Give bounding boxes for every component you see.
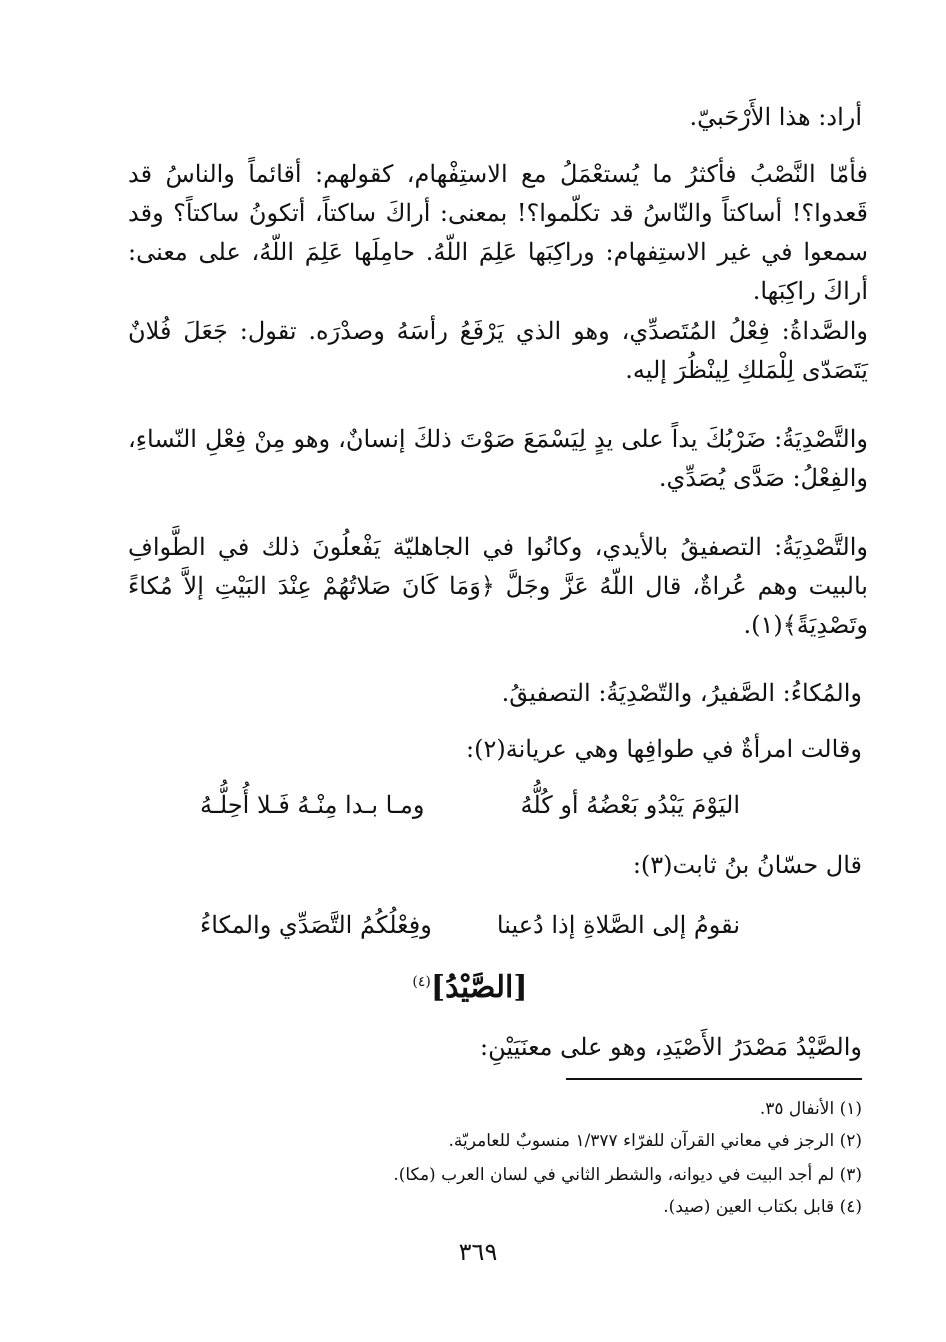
- paragraph-nasb: فأمّا النَّصْبُ فأكثرُ ما يُستعْمَلُ مع الاستِفْهام، كقولهم: أقائماً والناسُ قد قَعدوا؟! أساكتاً والنّاسُ قد تكلّموا؟! بمعنى: أراكَ ساكتاً، أتكونُ ساكتاً؟ وقد سمعوا في غير الاستِفهام: وراكِبَها عَلِمَ اللّهُ. حامِلَها عَلِمَ اللّهُ، على معنى: أراكَ راكِبَها.: [128, 160, 868, 305]
- verse-2: [200, 906, 740, 945]
- paragraph-arad: أراد: هذا الأَرْحَبيّ.: [689, 103, 862, 131]
- verse-2-second-hemistich: وفِعْلُكُمُ التَّصَدِّي والمكاءُ: [200, 911, 432, 939]
- section-heading-footnote-ref: (٤): [412, 974, 431, 990]
- footnote-3: (٣) لم أجد البيت في ديوانه، والشطر الثاني في لسان العرب (مكا).: [393, 1165, 862, 1185]
- footnote-separator: [566, 1078, 862, 1080]
- paragraph-sayd: والصَّيْدُ مَصْدَرُ الأَصْيَدِ، وهو على معنَيَيْنِ:: [480, 1033, 862, 1061]
- page-number: ٣٦٩: [458, 1238, 498, 1266]
- verse-2-first-hemistich: نقومُ إلى الصَّلاةِ إذا دُعينا: [496, 911, 740, 939]
- footnote-2: (٢) الرجز في معاني القرآن للفرّاء ١/٣٧٧ منسوبٌ للعامريّة.: [448, 1131, 862, 1151]
- verse-1-second-hemistich: ومـا بـدا مِنْـهُ فَـلا أُحِلُّـهُ: [200, 791, 425, 819]
- section-heading-title: [الصَّيْدُ]: [430, 970, 528, 1005]
- footnote-1: (١) الأنفال ٣٥.: [759, 1099, 862, 1119]
- paragraph-sadah: والصَّداةُ: فِعْلُ المُتَصدِّي، وهو الذي يَرْفَعُ رأسَهُ وصدْرَه. تقول: جَعَلَ فُلانٌ يَتَصَدّى لِلْمَلكِ لِينْظُرَ إليه.: [128, 317, 868, 384]
- verse-1-first-hemistich: اليَوْمَ يَبْدُو بَعْضُهُ أو كُلُّهُ: [520, 791, 740, 819]
- section-heading: [380, 960, 560, 1010]
- paragraph-tasdiya-2: والتَّصْدِيَةُ: التصفيقُ بالأيدي، وكانُوا في الجاهليّة يَفْعلُونَ ذلك في الطَّوافِ بالبيت وهم عُراةٌ، قال اللّهُ عَزَّ وجَلَّ ﴿وَمَا كَانَ صَلاتُهُمْ عِنْدَ البَيْتِ إلاَّ مُكاءً وتَصْدِيَةً﴾(١).: [128, 533, 868, 639]
- paragraph-woman: وقالت امرأةٌ في طوافِها وهي عريانة(٢):: [466, 735, 862, 763]
- paragraph-mukaa: والمُكاءُ: الصَّفيرُ، والتّصْدِيَةُ: التصفيقُ.: [501, 679, 862, 707]
- paragraph-hassan: قال حسّانُ بنُ ثابت(٣):: [632, 851, 862, 879]
- verse-1: [200, 786, 740, 825]
- paragraph-tasdiya-1: والتَّصْدِيَةُ: ضَرْبُكَ يداً على يدٍ لِيَسْمَعَ صَوْتَ ذلكَ إنسانٌ، وهو مِنْ فِعْلِ النّساءِ، والفِعْلُ: صَدَّى يُصَدِّي.: [128, 425, 868, 492]
- footnote-4: (٤) قابل بكتاب العين (صيد).: [663, 1197, 862, 1217]
